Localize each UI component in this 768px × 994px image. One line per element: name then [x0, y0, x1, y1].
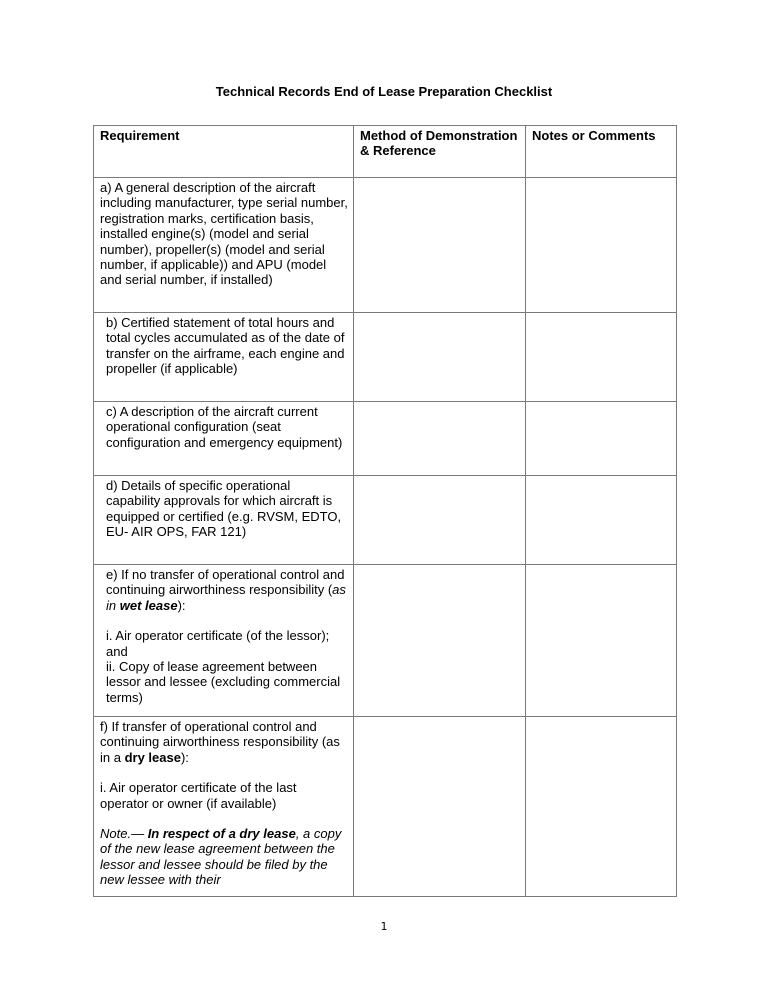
notes-cell: [526, 565, 677, 717]
method-cell: [354, 476, 526, 565]
table-row: [94, 717, 677, 897]
header-method: Method of Demonstration & Reference: [354, 126, 526, 178]
notes-cell: [526, 476, 677, 565]
requirement-e: e) If no transfer of operational control and continuing airworthiness responsibility (as in wet lease): i. Air operator certificate (of the lessor); and ii. Copy of lease agreement between lessor and lessee (excluding commercial terms): [94, 565, 354, 717]
table-row: [94, 565, 677, 717]
requirement-c: c) A description of the aircraft current operational configuration (seat configuration and emergency equipment): [94, 402, 354, 476]
document-title: Technical Records End of Lease Preparation Checklist: [215, 84, 553, 99]
table-row: [94, 402, 677, 476]
notes-cell: [526, 178, 677, 313]
requirement-b: b) Certified statement of total hours and total cycles accumulated as of the date of transfer on the airframe, each engine and propeller (if applicable): [94, 313, 354, 402]
header-requirement: Requirement: [94, 126, 354, 178]
method-cell: [354, 717, 526, 897]
method-cell: [354, 178, 526, 313]
notes-cell: [526, 717, 677, 897]
page-number: 1: [380, 920, 388, 933]
requirement-d: d) Details of specific operational capability approvals for which aircraft is equipped or certified (e.g. RVSM, EDTO, EU- AIR OPS, FAR 121): [94, 476, 354, 565]
notes-cell: [526, 402, 677, 476]
table-header-row: [94, 126, 677, 178]
table-row: [94, 476, 677, 565]
checklist-table: [93, 125, 677, 897]
method-cell: [354, 313, 526, 402]
requirement-f: f) If transfer of operational control and continuing airworthiness responsibility (as in a dry lease): i. Air operator certificate of the last operator or owner (if available) Note.— In respect of a dry lease, a copy of the new lease agreement between the lessor and lessee should be filed by the new lessee with their: [94, 717, 354, 897]
method-cell: [354, 402, 526, 476]
table-row: [94, 178, 677, 313]
requirement-a: a) A general description of the aircraft including manufacturer, type serial number, registration marks, certification basis, installed engine(s) (model and serial number), propeller(s) (model and serial number, if applicable)) and APU (model and serial number, if installed): [94, 178, 354, 313]
header-notes: Notes or Comments: [526, 126, 677, 178]
table-row: [94, 313, 677, 402]
method-cell: [354, 565, 526, 717]
notes-cell: [526, 313, 677, 402]
